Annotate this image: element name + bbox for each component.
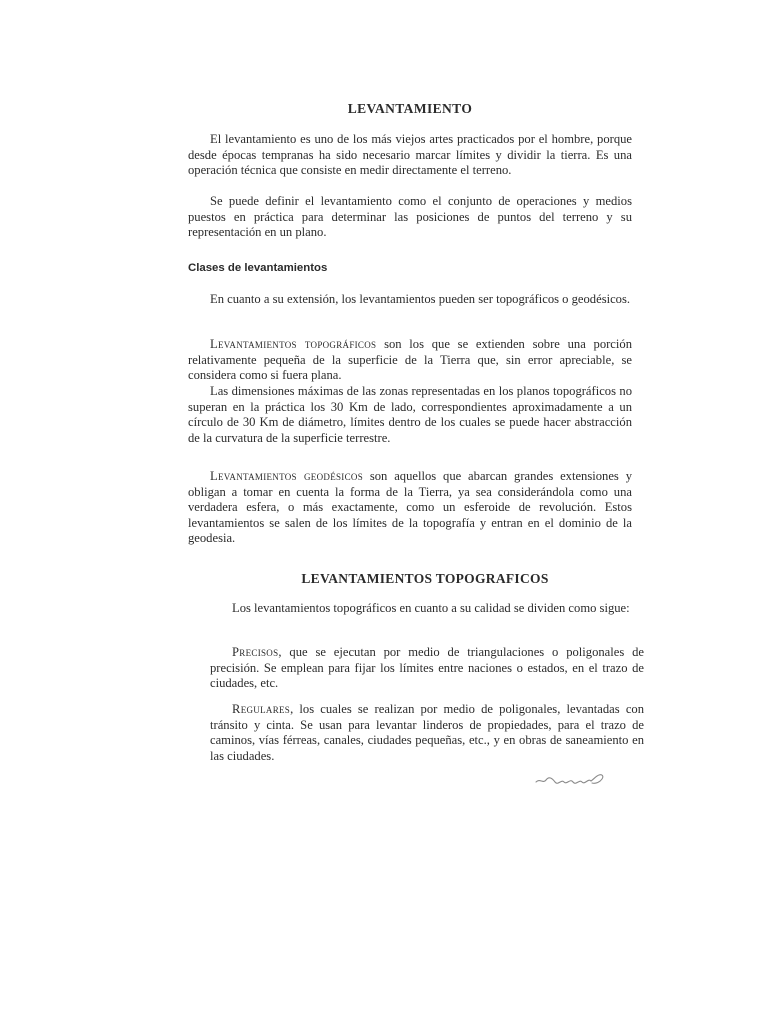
regulares-paragraph	[210, 702, 644, 764]
page-title: LEVANTAMIENTO	[347, 101, 473, 116]
dimensiones-paragraph: Las dimensiones máximas de las zonas representadas en los planos topográficos no superan en la práctica los 30 Km de lado, correspondientes aproximadamente a un círculo de 30 Km de diámetro, límites dentro de los cuales se puede hacer abstracción de la curvatura de la superficie terrestre.	[188, 384, 632, 445]
topograficos-definition-paragraph	[188, 337, 632, 384]
precisos-paragraph	[210, 645, 644, 692]
handwritten-signature	[534, 770, 610, 788]
geodesicos-term: Levantamientos geodésicos	[210, 469, 363, 483]
section-title-topograficos: LEVANTAMIENTOS TOPOGRAFICOS	[301, 571, 549, 586]
clases-paragraph-1: En cuanto a su extensión, los levantamientos pueden ser topográficos o geodésicos.	[210, 292, 631, 306]
topograficos-intro-paragraph: Los levantamientos topográficos en cuanto a su calidad se dividen como sigue:	[232, 601, 630, 615]
precisos-text: , que se ejecutan por medio de triangulaciones o poligonales de precisión. Se emplean para fijar los límites entre naciones o estados, en el trazo de ciudades, etc.	[210, 645, 644, 691]
regulares-term: Regulares	[232, 702, 291, 716]
geodesicos-definition-paragraph	[188, 469, 632, 547]
section-heading-clases: Clases de levantamientos	[188, 262, 328, 274]
intro-paragraph-1: El levantamiento es uno de los más viejos artes practicados por el hombre, porque desde épocas tempranas ha sido necesario marcar límites y dividir la tierra. Es una operación técnica que consiste en medir directamente el terreno.	[188, 132, 632, 178]
topograficos-definition-text: son los que se extienden sobre una porción relativamente pequeña de la superficie de la Tierra que, sin error apreciable, se considera como si fuera plana.	[188, 337, 632, 383]
geodesicos-definition-text: son aquellos que abarcan grandes extensiones y obligan a tomar en cuenta la forma de la Tierra, ya sea considerándola como una verdadera esfera, o más exactamente, como un esferoide de revolución. Estos levantamientos se salen de los límites de la topografía y entran en el dominio de la geodesia.	[188, 469, 632, 546]
intro-paragraph-2: Se puede definir el levantamiento como el conjunto de operaciones y medios puestos en práctica para determinar las posiciones de puntos del terreno y su representación en un plano.	[188, 194, 632, 240]
regulares-text: , los cuales se realizan por medio de poligonales, levantadas con tránsito y cinta. Se usan para levantar linderos de propiedades, para el trazo de caminos, vías férreas, canales, ciudades pequeñas, etc., y en obras de saneamiento en las ciudades.	[210, 702, 644, 763]
precisos-term: Precisos	[232, 645, 279, 659]
topograficos-term: Levantamientos topográficos	[210, 337, 377, 351]
